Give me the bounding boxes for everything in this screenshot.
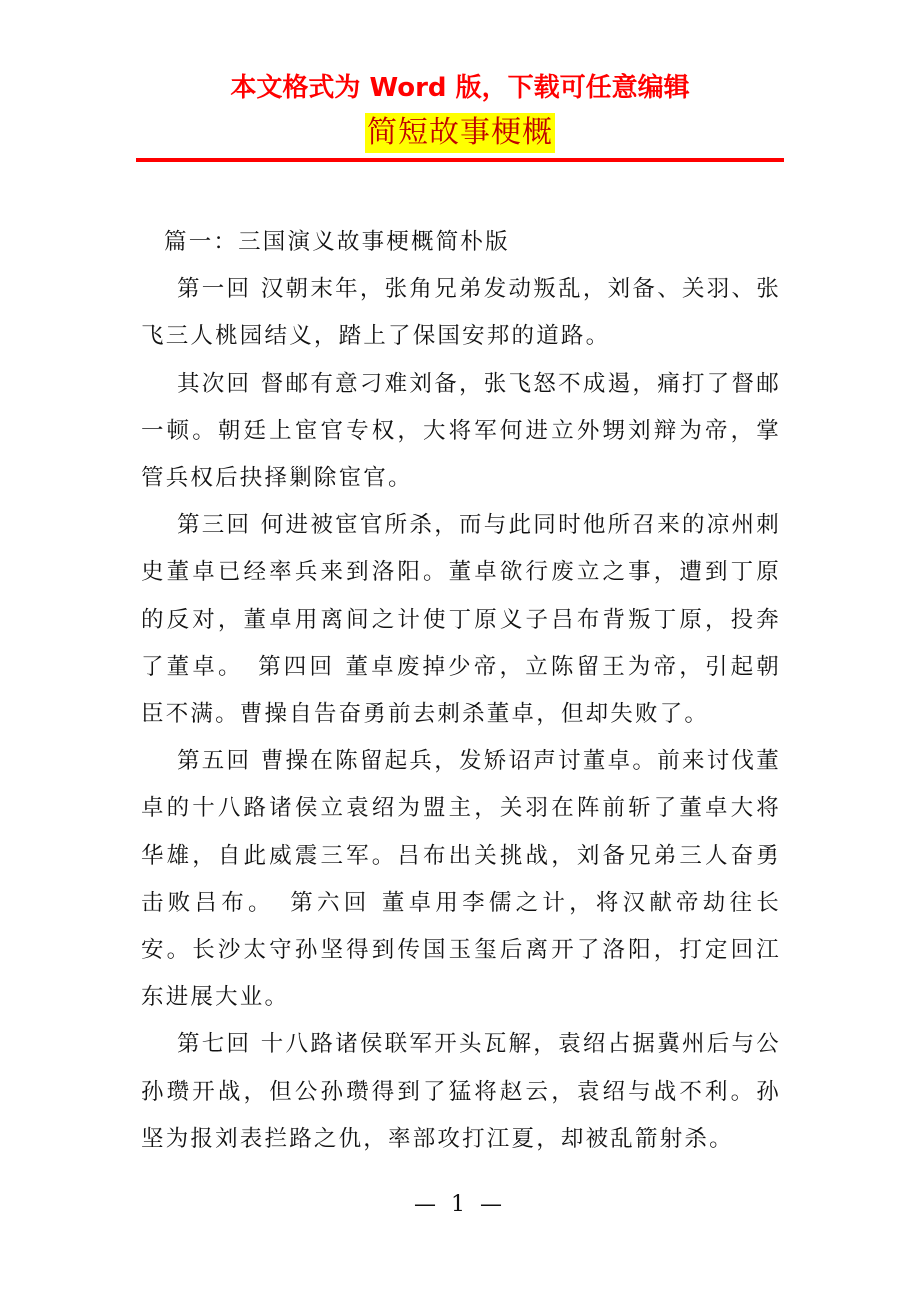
paragraph-4: 第五回 曹操在陈留起兵，发矫诏声讨董卓。前来讨伐董卓的十八路诸侯立袁绍为盟主，关羽在阵前斩了董卓大将华雄，自此威震三军。吕布出关挑战，刘备兄弟三人奋勇击败吕布。 第六回 董卓用李儒之计，将汉献帝劫往长安。长沙太守孙坚得到传国玉玺后离开了洛阳，打定回江东进展大业。	[141, 748, 781, 1011]
format-notice-banner: 本文格式为 Word 版，下载可任意编辑	[230, 73, 690, 103]
page-number: — 1 —	[414, 1192, 506, 1217]
section-heading: 篇一：三国演义故事梗概简朴版	[164, 229, 510, 255]
title-divider-rule	[136, 158, 784, 162]
paragraph-2: 其次回 督邮有意刁难刘备，张飞怒不成遏，痛打了督邮一顿。朝廷上宦官专权，大将军何进立外甥刘辩为帝，掌管兵权后抉择剿除宦官。	[141, 370, 781, 492]
paragraph-5: 第七回 十八路诸侯联军开头瓦解，袁绍占据冀州后与公孙瓒开战，但公孙瓒得到了猛将赵云，袁绍与战不利。孙坚为报刘表拦路之仇，率部攻打江夏，却被乱箭射杀。	[141, 1031, 781, 1152]
document-title: 简短故事梗概	[365, 113, 555, 153]
paragraph-3: 第三回 何进被宦官所杀，而与此同时他所召来的凉州刺史董卓已经率兵来到洛阳。董卓欲行废立之事，遭到丁原的反对，董卓用离间之计使丁原义子吕布背叛丁原，投奔了董卓。 第四回 董卓废掉少帝，立陈留王为帝，引起朝臣不满。曹操自告奋勇前去刺杀董卓，但却失败了。	[141, 512, 781, 728]
document-body	[141, 219, 781, 1163]
paragraph-1: 第一回 汉朝末年，张角兄弟发动叛乱，刘备、关羽、张飞三人桃园结义，踏上了保国安邦的道路。	[141, 276, 781, 350]
title-container	[0, 113, 920, 153]
